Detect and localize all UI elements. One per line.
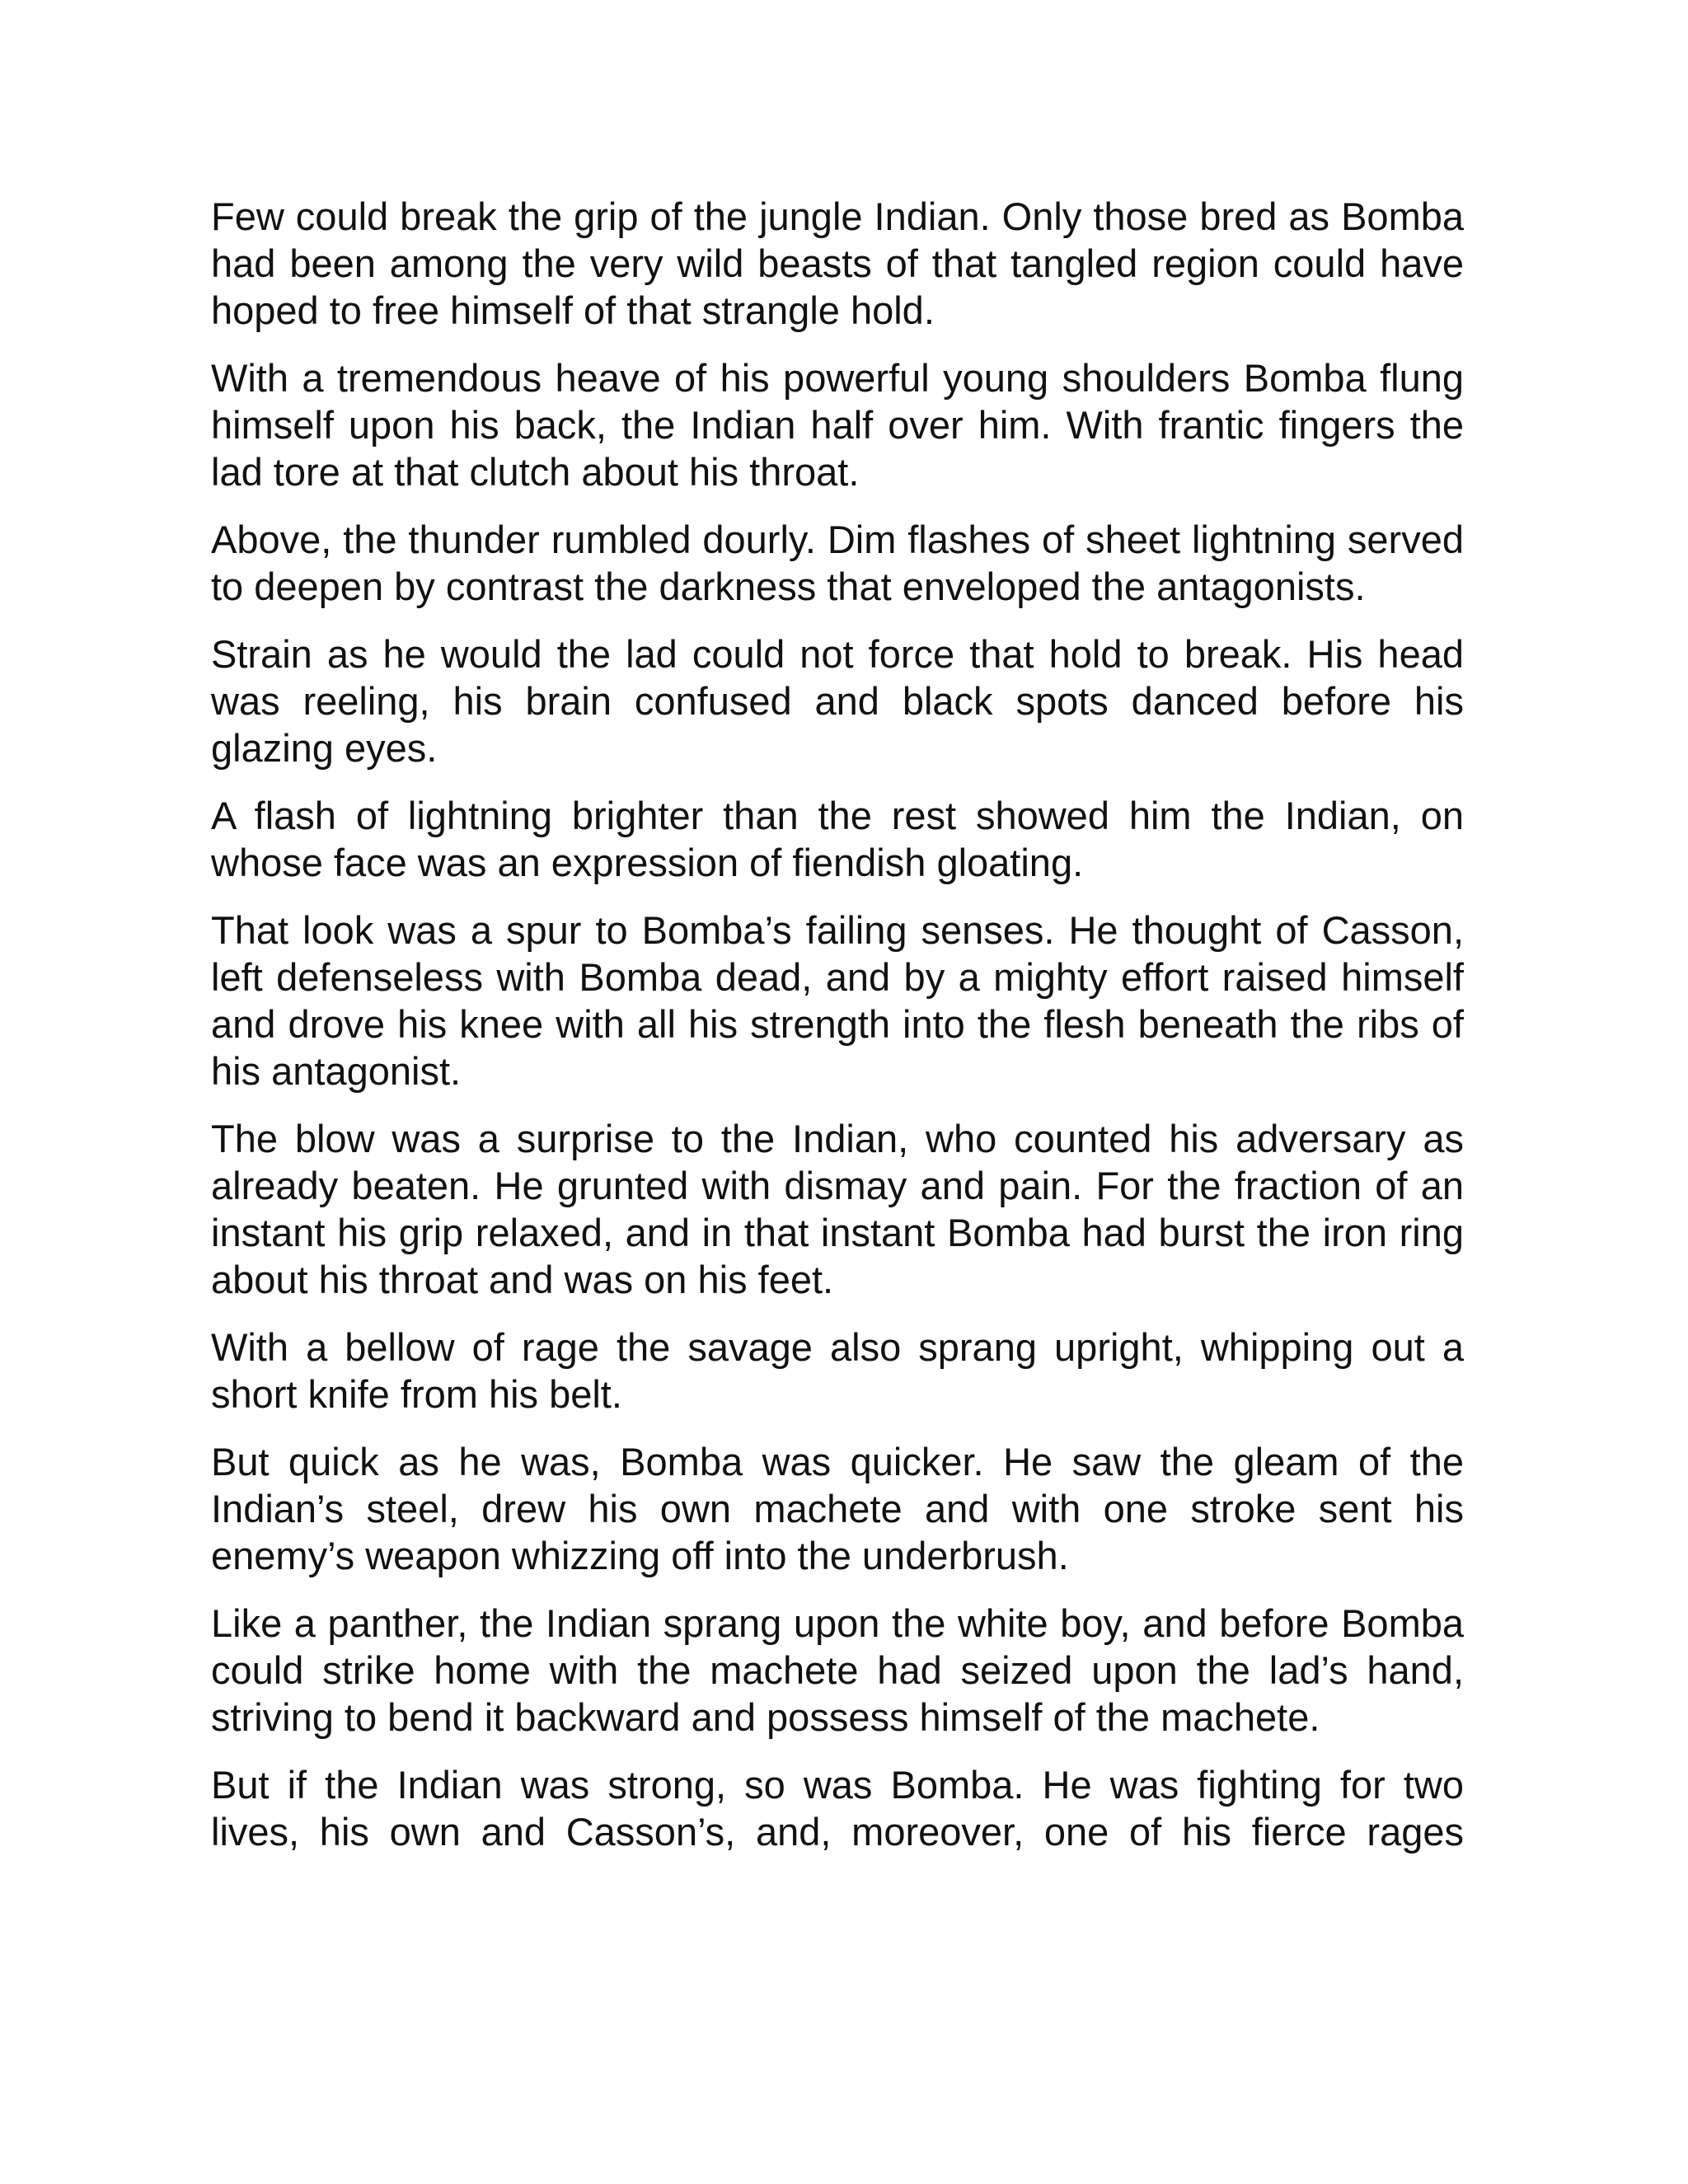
paragraph-continued: But if the Indian was strong, so was Bomba. He was fighting for two lives, his own and Casson’s, and, moreover, one of his fierce rages (211, 1763, 1464, 1854)
paragraph: Like a panther, the Indian sprang upon the white boy, and before Bomba could strike home with the machete had seized upon the lad’s hand, striving to bend it backward and possess himself of the machete. (211, 1601, 1464, 1739)
body-text (211, 193, 1464, 1855)
paragraph: With a bellow of rage the savage also sprang upright, whipping out a short knife from his belt. (211, 1325, 1464, 1416)
paragraph: Few could break the grip of the jungle Indian. Only those bred as Bomba had been among the very wild beasts of that tangled region could have hoped to free himself of that strangle hold. (211, 194, 1464, 332)
paragraph: Above, the thunder rumbled dourly. Dim flashes of sheet lightning served to deepen by contrast the darkness that enveloped the antagonists. (211, 518, 1464, 608)
paragraph: But quick as he was, Bomba was quicker. He saw the gleam of the Indian’s steel, drew his own machete and with one stroke sent his enemy’s weapon whizzing off into the underbrush. (211, 1440, 1464, 1577)
paragraph: The blow was a surprise to the Indian, who counted his adversary as already beaten. He grunted with dismay and pain. For the fraction of an instant his grip relaxed, and in that instant Bomba had burst the iron ring about his throat and was on his feet. (211, 1117, 1464, 1301)
paragraph: A flash of lightning brighter than the rest showed him the Indian, on whose face was an expression of fiendish gloating. (211, 794, 1464, 884)
paragraph: With a tremendous heave of his powerful young shoulders Bomba flung himself upon his back, the Indian half over him. With frantic fingers the lad tore at that clutch about his throat. (211, 356, 1464, 494)
paragraph: Strain as he would the lad could not force that hold to break. His head was reeling, his brain confused and black spots danced before his glazing eyes. (211, 632, 1464, 770)
paragraph: That look was a spur to Bomba’s failing senses. He thought of Casson, left defenseless with Bomba dead, and by a mighty effort raised himself and drove his knee with all his strength into the flesh beneath the ribs of his antagonist. (211, 908, 1464, 1093)
